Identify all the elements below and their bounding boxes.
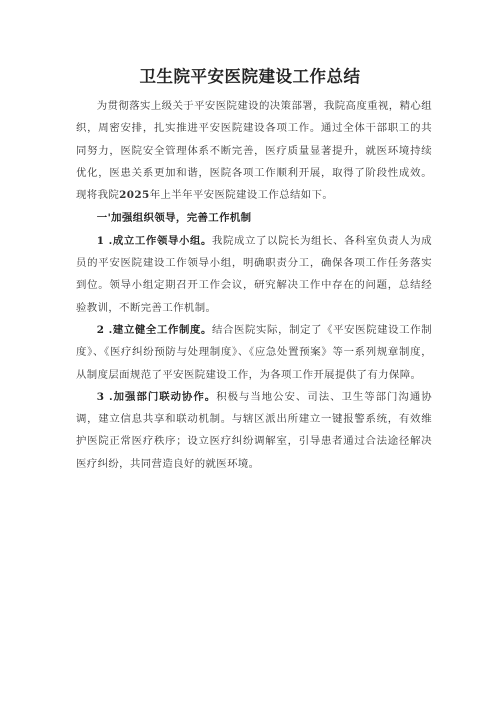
intro-year: 2025 bbox=[119, 189, 150, 202]
intro-paragraph bbox=[76, 95, 432, 206]
list-item bbox=[76, 230, 432, 319]
intro-text: 为贯彻落实上级关于平安医院建设的决策部署，我院高度重视，精心组织，周密安排，扎实推进平安医院建设各项工作。通过全体干部职工的共同努力，医院安全管理体系不断完善，医疗质量显著提升，就医环境持续优化，医患关系更加和谐，医院各项工作顺利开展，取得了阶段性成效。现将我院 bbox=[76, 100, 432, 202]
item-text: 结合医院实际，制定了《平安医院建设工作制度》、《医疗纠纷预防与处理制度》、《应急处置预案》等一系列规章制度，从制度层面规范了平安医院建设工作，为各项工作开展提供了有力保障。 bbox=[76, 323, 432, 381]
item-text: 我院成立了以院长为组长、各科室负责人为成员的平安医院建设工作领导小组，明确职责分工，确保各项工作任务落实到位。领导小组定期召开工作会议，研究解决工作中存在的问题，总结经验教训，不断完善工作机制。 bbox=[76, 234, 432, 314]
list-item bbox=[76, 386, 432, 475]
item-lead: 2 .建立健全工作制度。 bbox=[96, 323, 212, 336]
item-lead: 1 .成立工作领导小组。 bbox=[96, 234, 212, 247]
section-heading: 一'加强组织领导，完善工作机制 bbox=[96, 212, 252, 225]
intro-text-end: 年上半年平安医院建设工作总结如下。 bbox=[149, 189, 334, 202]
document-title: 卫生院平安医院建设工作总结 bbox=[139, 67, 361, 86]
item-lead: 3 .加强部门联动协作。 bbox=[96, 390, 217, 403]
item-text: 积极与当地公安、司法、卫生等部门沟通协调，建立信息共享和联动机制。与辖区派出所建立一键报警系统，有效维护医院正常医疗秩序；设立医疗纠纷调解室，引导患者通过合法途径解决医疗纠纷，共同营造良好的就医环境。 bbox=[76, 390, 433, 470]
document-body bbox=[76, 95, 432, 475]
list-item bbox=[76, 319, 432, 386]
